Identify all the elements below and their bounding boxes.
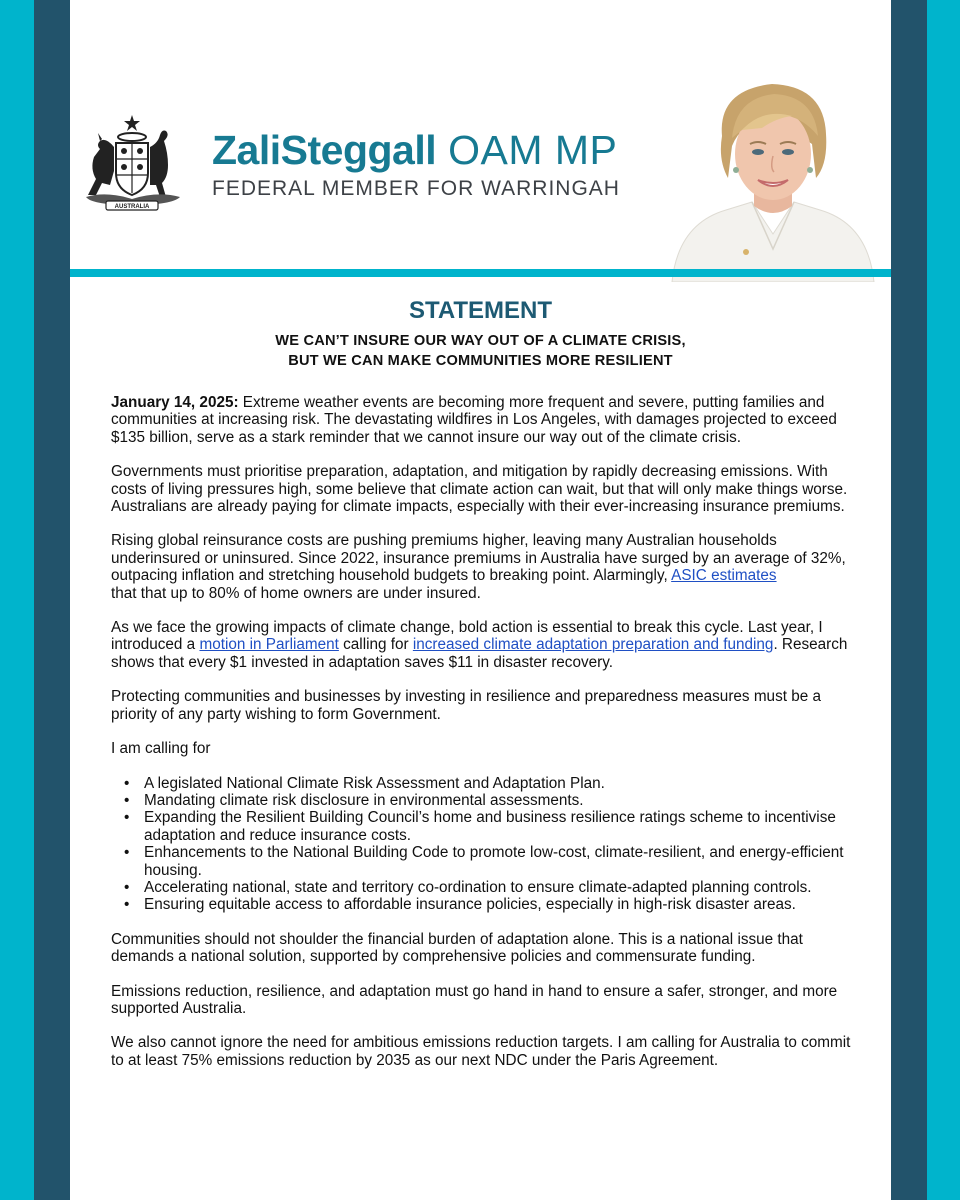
coat-of-arms-icon (76, 113, 188, 213)
paragraph-4: As we face the growing impacts of climate change, bold action is essential to break this cycle. Last year, I introduced a motion in Parliament calling for increased climate adaptation preparation and funding. Research shows that every $1 invested in adaptation saves $11 in disaster recovery. (111, 619, 848, 671)
member-electorate: FEDERAL MEMBER FOR WARRINGAH (212, 177, 620, 200)
member-first-name: Zali (212, 127, 281, 173)
statement-date: January 14, 2025: (111, 394, 239, 411)
member-portrait (666, 74, 880, 282)
member-name (212, 126, 620, 174)
list-item: • Ensuring equitable access to affordable insurance policies, especially in high-risk disaster areas. (144, 896, 856, 913)
paragraph-3: Rising global reinsurance costs are pushing premiums higher, leaving many Australian households underinsured or uninsured. Since 2022, insurance premiums in Australia have surged by an average of 32%, outpacing inflation and stretching household budgets to breaking point. Alarmingly, ASIC estimates that that up to 80% of home owners are under insured. (111, 532, 846, 602)
climate-adaptation-funding-link[interactable]: increased climate adaptation preparation and funding (412, 636, 774, 654)
motion-in-parliament-link[interactable]: motion in Parliament (199, 636, 339, 654)
headline-line-2: BUT WE CAN MAKE COMMUNITIES MORE RESILIENT (288, 353, 673, 369)
frame-inner-left (34, 0, 70, 1200)
member-last-name: Steggall (280, 127, 437, 173)
letterhead-rule (70, 269, 891, 277)
calls-list (111, 775, 856, 914)
paragraph-8: We also cannot ignore the need for ambitious emissions reduction targets. I am calling for Australia to commit to at least 75% emissions reduction by 2035 as our next NDC under the Paris Agreement. (111, 1034, 851, 1069)
list-item: • Enhancements to the National Building Code to promote low-cost, climate-resilient, and energy-efficient housing. (144, 844, 856, 879)
statement-headline (70, 331, 891, 371)
document-label: STATEMENT (408, 297, 553, 324)
headline-line-1: WE CAN’T INSURE OUR WAY OUT OF A CLIMATE CRISIS, (275, 333, 686, 349)
member-honours: OAM MP (448, 127, 618, 173)
svg-text:AUSTRALIA: AUSTRALIA (114, 204, 150, 210)
paragraph-5: Protecting communities and businesses by investing in resilience and preparedness measures must be a priority of any party wishing to form Government. (111, 688, 821, 723)
list-item: • Mandating climate risk disclosure in environmental assessments. (144, 792, 856, 809)
list-item: • Accelerating national, state and territory co-ordination to ensure climate-adapted planning controls. (144, 879, 856, 896)
paragraph-1: January 14, 2025: Extreme weather events are becoming more frequent and severe, putting families and communities at increasing risk. The devastating wildfires in Los Angeles, with damages projected to exceed $135 billion, serve as a stark reminder that we cannot insure our way out of the climate crisis. (111, 394, 837, 446)
frame-outer-left (0, 0, 34, 1200)
calls-intro: I am calling for (111, 740, 211, 758)
list-item: • A legislated National Climate Risk Assessment and Adaptation Plan. (144, 775, 856, 792)
frame-outer-right (927, 0, 960, 1200)
frame-inner-right (891, 0, 927, 1200)
statement-body (111, 394, 856, 1086)
paragraph-6: Communities should not shoulder the financial burden of adaptation alone. This is a national issue that demands a national solution, supported by comprehensive policies and commensurate funding. (111, 930, 803, 966)
asic-estimates-link[interactable]: ASIC estimates (671, 567, 777, 585)
letterhead (70, 0, 891, 282)
paragraph-2: Governments must prioritise preparation, adaptation, and mitigation by rapidly decreasing emissions. With costs of living pressures high, some believe that climate action can wait, but that will only make things worse. Australians are already paying for climate impacts, especially with their ever-increasing insurance premiums. (111, 463, 848, 516)
paragraph-7: Emissions reduction, resilience, and adaptation must go hand in hand to ensure a safer, stronger, and more supported Australia. (111, 982, 838, 1017)
brand-block (212, 126, 620, 202)
statement-page (70, 0, 891, 1200)
list-item: • Expanding the Resilient Building Council’s home and business resilience ratings scheme to incentivise adaptation and reduce insurance costs. (144, 809, 856, 844)
